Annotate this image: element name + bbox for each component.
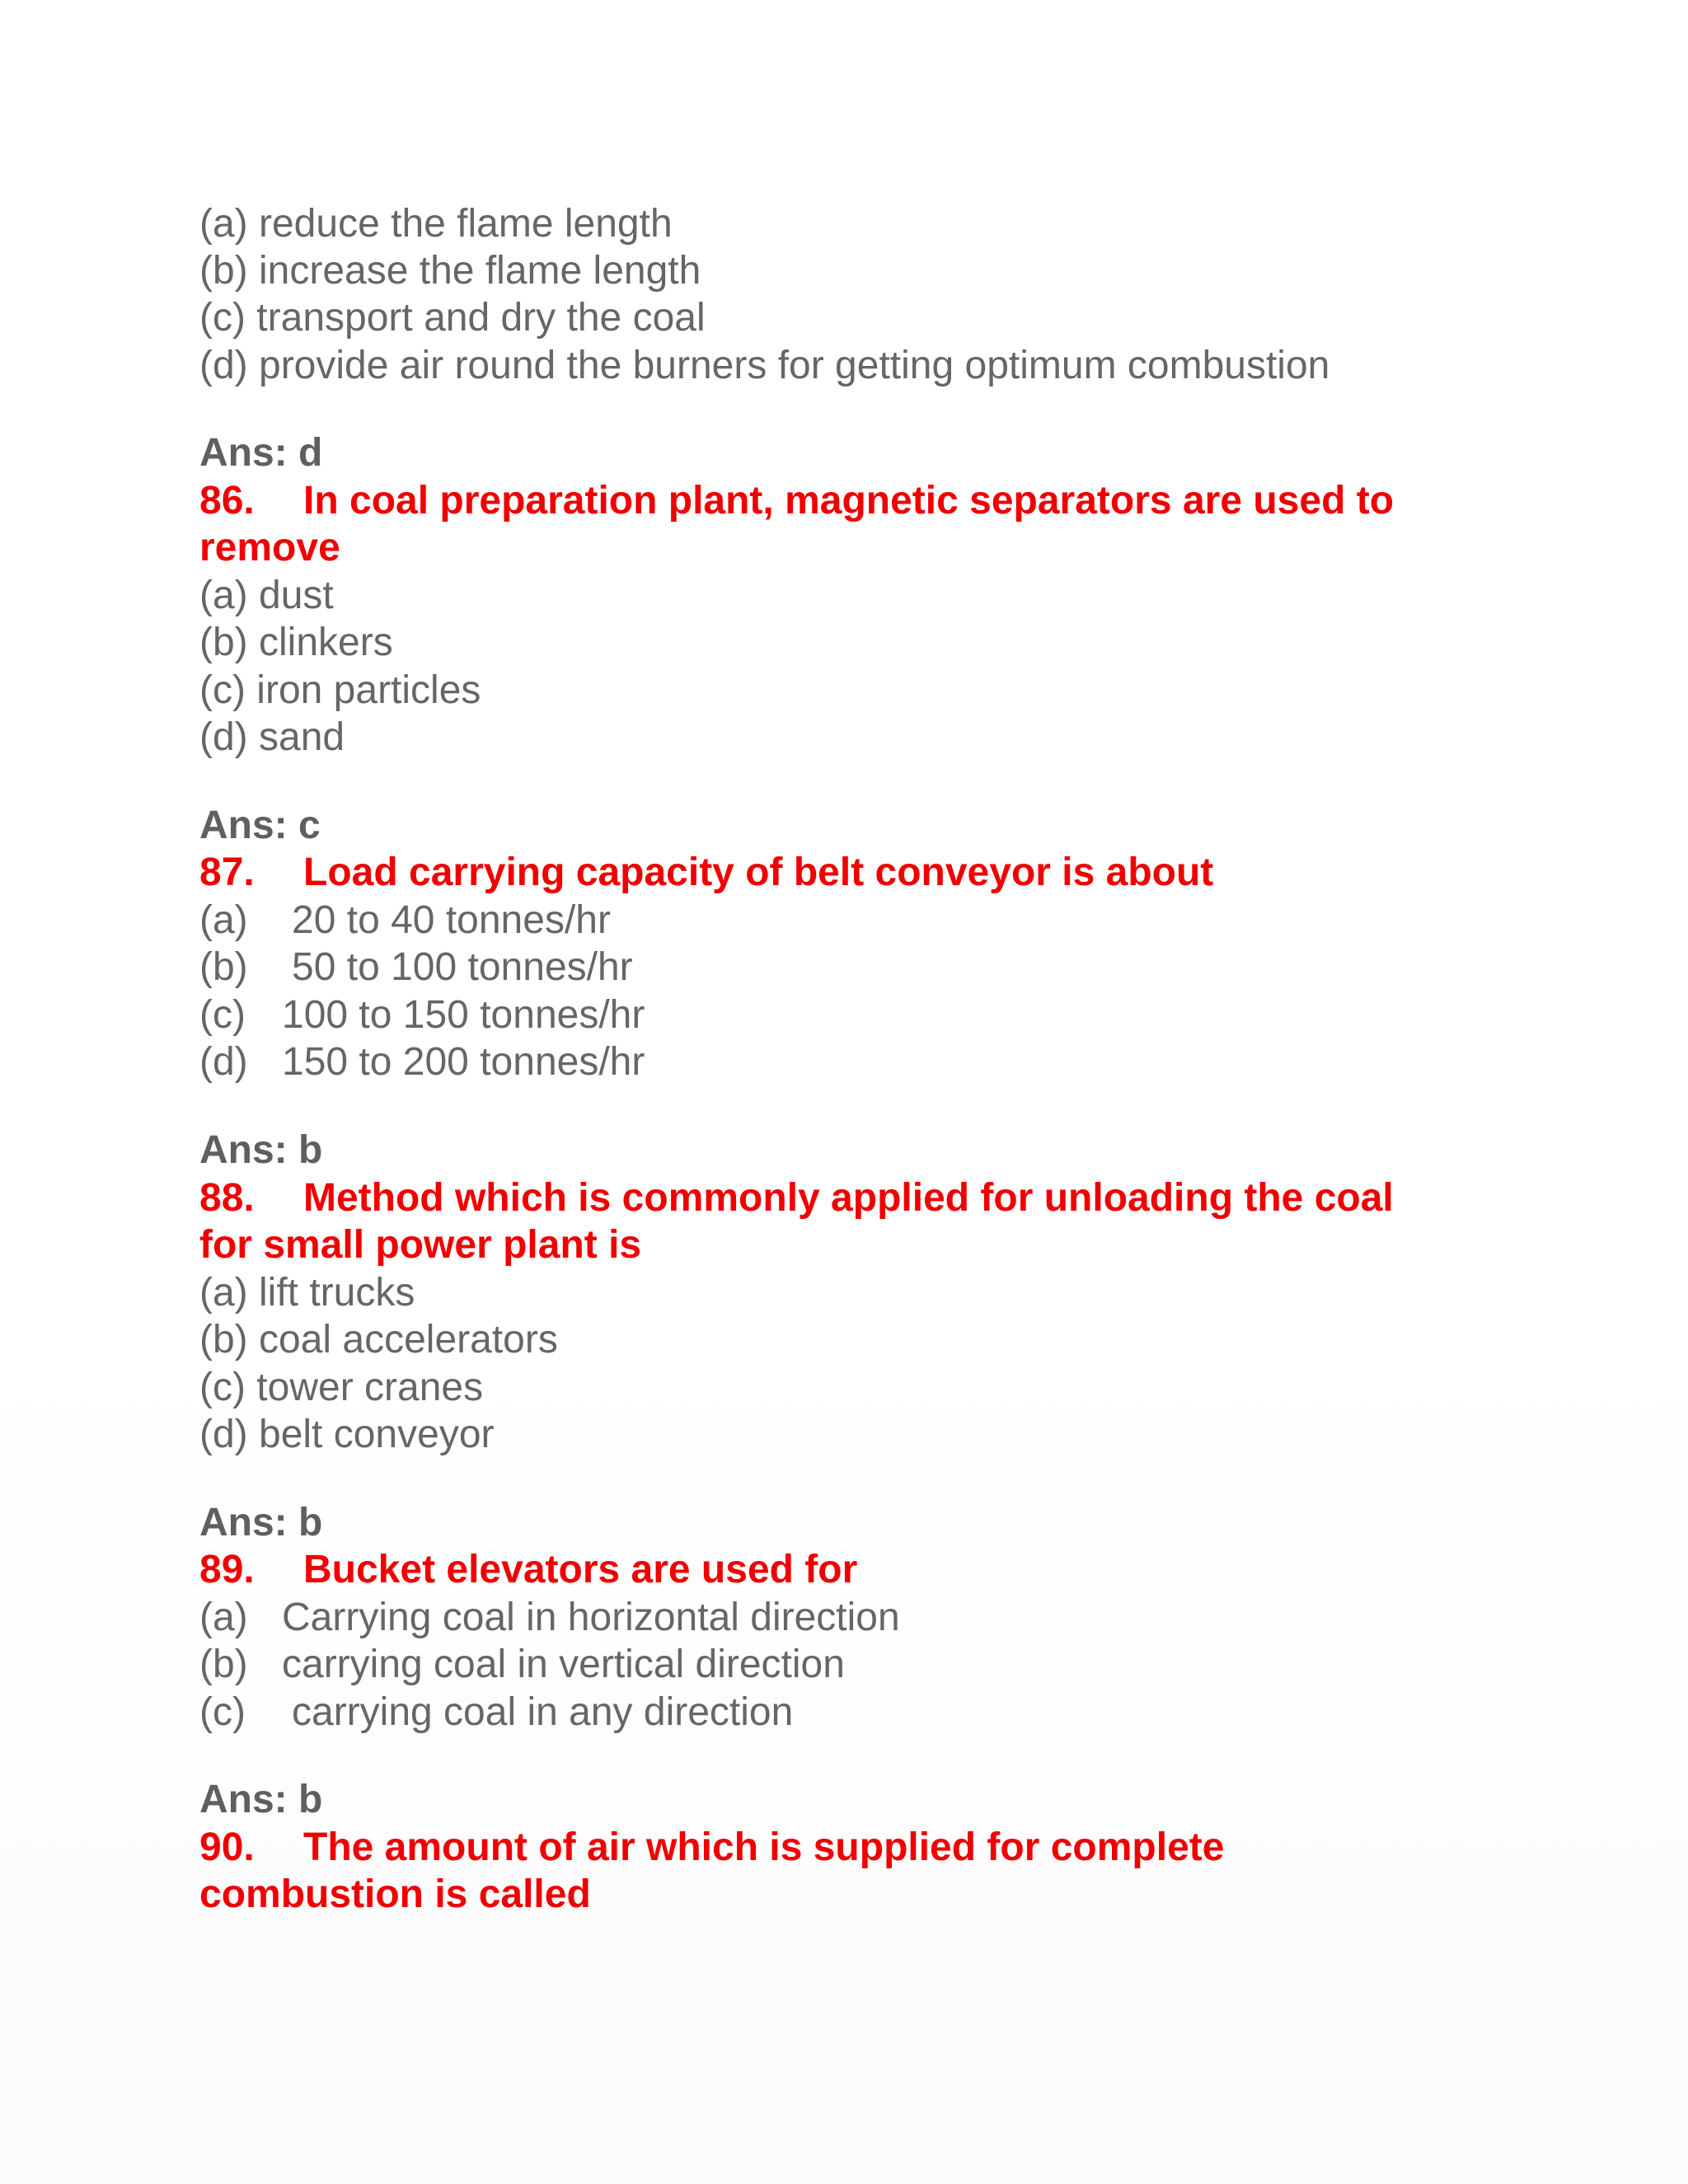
q88-question-line1: [199, 1174, 1394, 1222]
q89-option-a: [199, 1594, 900, 1642]
q87-option-b-text: 50 to 100 tonnes/hr: [292, 945, 633, 989]
q85-option-b: (b) increase the flame length: [199, 249, 701, 293]
q89-option-b-label: (b): [199, 1643, 248, 1686]
q89-option-a-label: (a): [199, 1596, 248, 1639]
q86-answer: Ans: c: [199, 804, 321, 847]
q90-number: 90.: [199, 1825, 255, 1869]
q90-question-line2: combustion is called: [199, 1872, 591, 1916]
q87-option-b-label: (b): [199, 945, 248, 989]
q87-option-c: [199, 991, 645, 1039]
q88-question-line2: for small power plant is: [199, 1223, 642, 1267]
q87-option-d: [199, 1038, 645, 1086]
q87-option-a-label: (a): [199, 898, 248, 942]
q88-option-b: (b) coal accelerators: [199, 1318, 558, 1361]
q89-option-c: [199, 1689, 793, 1736]
q87-option-c-text: 100 to 150 tonnes/hr: [282, 993, 645, 1037]
q88-option-c: (c) tower cranes: [199, 1366, 484, 1409]
q85-option-d: (d) provide air round the burners for getting optimum combustion: [199, 344, 1330, 387]
q88-number: 88.: [199, 1176, 255, 1220]
q90-text: The amount of air which is supplied for complete: [303, 1825, 1225, 1869]
q86-number: 86.: [199, 479, 255, 523]
q88-option-a: (a) lift trucks: [199, 1271, 415, 1315]
q87-number: 87.: [199, 851, 255, 894]
q87-text: Load carrying capacity of belt conveyor is about: [303, 851, 1214, 894]
q90-question-line1: [199, 1824, 1224, 1872]
q86-option-c: (c) iron particles: [199, 668, 481, 712]
q87-option-d-text: 150 to 200 tonnes/hr: [282, 1040, 645, 1084]
q86-question-line2: remove: [199, 526, 340, 569]
q85-option-a: (a) reduce the flame length: [199, 202, 673, 246]
q87-answer: Ans: b: [199, 1128, 323, 1172]
q87-option-d-label: (d): [199, 1040, 248, 1084]
q88-option-d: (d) belt conveyor: [199, 1413, 495, 1456]
q89-text: Bucket elevators are used for: [303, 1548, 858, 1591]
q87-option-c-label: (c): [199, 993, 246, 1037]
q86-question-line1: [199, 477, 1394, 525]
q88-answer: Ans: b: [199, 1501, 323, 1544]
q86-option-d: (d) sand: [199, 715, 345, 759]
q89-option-c-label: (c): [199, 1690, 246, 1734]
q87-option-a-text: 20 to 40 tonnes/hr: [292, 898, 611, 942]
q85-option-c: (c) transport and dry the coal: [199, 296, 706, 340]
q87-question-line1: [199, 849, 1213, 897]
q88-text: Method which is commonly applied for unloading the coal: [303, 1176, 1394, 1220]
q89-option-a-text: Carrying coal in horizontal direction: [282, 1596, 900, 1639]
q89-answer: Ans: b: [199, 1778, 323, 1821]
q89-number: 89.: [199, 1548, 255, 1591]
q87-option-a: [199, 897, 611, 944]
q86-option-a: (a) dust: [199, 574, 334, 617]
q89-option-b-text: carrying coal in vertical direction: [282, 1643, 845, 1686]
q85-answer: Ans: d: [199, 431, 323, 475]
q87-option-b: [199, 944, 633, 991]
q86-text: In coal preparation plant, magnetic separators are used to: [303, 479, 1395, 523]
q89-option-b: [199, 1641, 845, 1689]
q86-option-b: (b) clinkers: [199, 621, 393, 664]
q89-question-line1: [199, 1546, 857, 1594]
q89-option-c-text: carrying coal in any direction: [292, 1690, 794, 1734]
